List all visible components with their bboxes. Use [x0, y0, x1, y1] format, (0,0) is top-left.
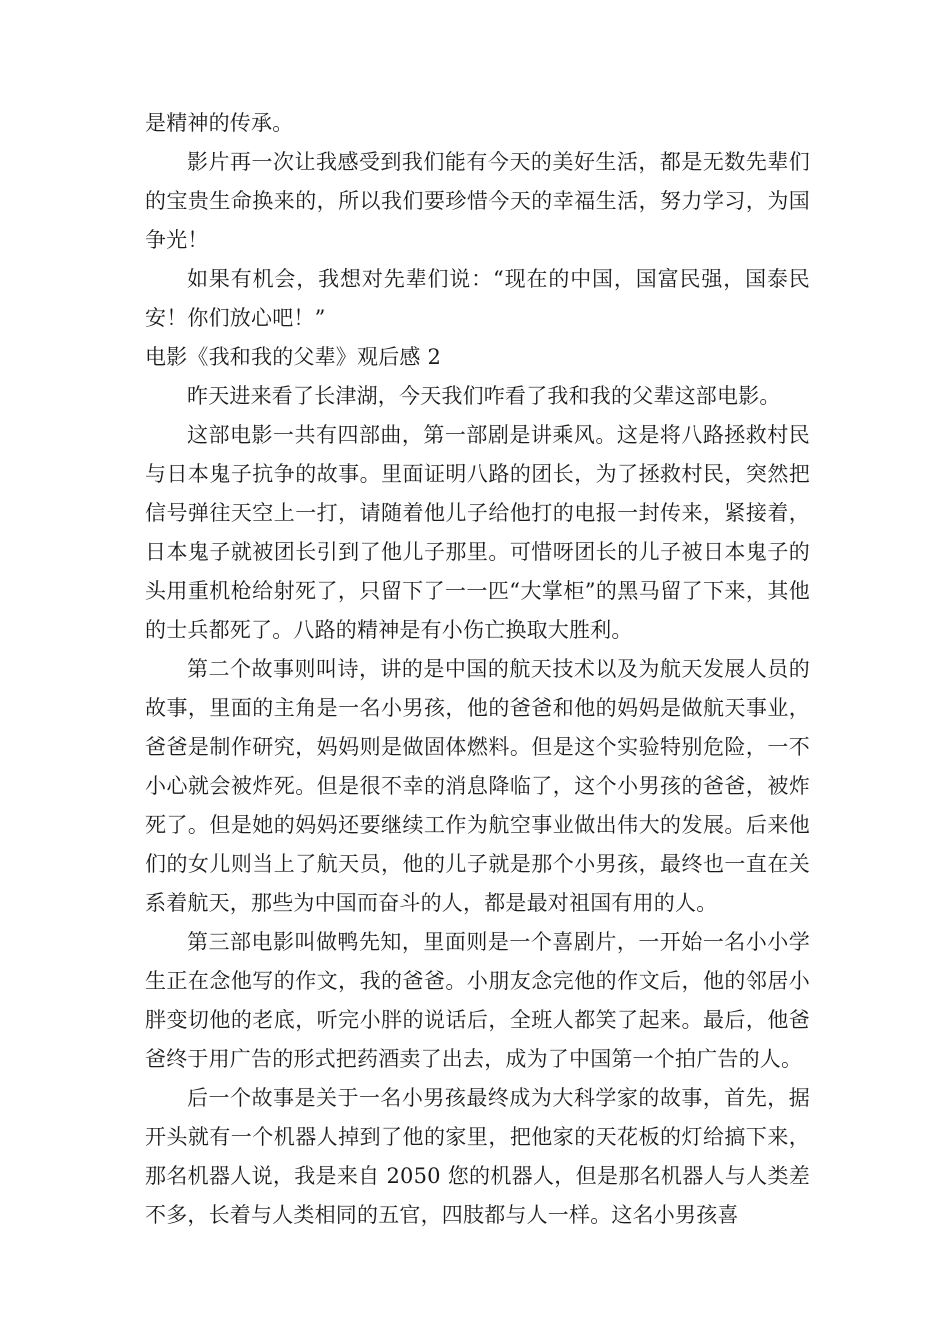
section-title: 电影《我和我的父辈》观后感 2 [145, 345, 442, 369]
document-body [145, 104, 810, 1235]
paragraph-intro: 昨天进来看了长津湖，今天我们咋看了我和我的父辈这部电影。 [187, 384, 781, 408]
paragraph-story-two: 第二个故事则叫诗，讲的是中国的航天技术以及为航天发展人员的故事，里面的主角是一名小男孩，他的爸爸和他的妈妈是做航天事业，爸爸是制作研究，妈妈则是做固体燃料。但是这个实验特别危险，一不小心就会被炸死。但是很不幸的消息降临了，这个小男孩的爸爸，被炸死了。但是她的妈妈还要继续工作为航空事业做出伟大的发展。后来他们的女儿则当上了航天员，他的儿子就是那个小男孩，最终也一直在关系着航天，那些为中国而奋斗的人，都是最对祖国有用的人。 [145, 657, 810, 915]
paragraph-reflection: 影片再一次让我感受到我们能有今天的美好生活，都是无数先辈们的宝贵生命换来的，所以我们要珍惜今天的幸福生活，努力学习，为国争光！ [145, 150, 810, 252]
paragraph-continuation: 是精神的传承。 [145, 111, 294, 135]
paragraph-story-four: 后一个故事是关于一名小男孩最终成为大科学家的故事，首先，据开头就有一个机器人掉到了他的家里，把他家的天花板的灯给搞下来，那名机器人说，我是来自 2050 您的机器人，但是那名机器人与人类差不多，长着与人类相同的五官，四肢都与人一样。这名小男孩喜 [145, 1086, 810, 1227]
paragraph-message-to-elders: 如果有机会，我想对先辈们说：“现在的中国，国富民强，国泰民安！你们放心吧！” [145, 267, 810, 330]
paragraph-story-three: 第三部电影叫做鸭先知，里面则是一个喜剧片，一开始一名小小学生正在念他写的作文，我的爸爸。小朋友念完他的作文后，他的邻居小胖变切他的老底，听完小胖的说话后，全班人都笑了起来。最后，他爸爸终于用广告的形式把药酒卖了出去，成为了中国第一个拍广告的人。 [145, 930, 810, 1071]
paragraph-story-one: 这部电影一共有四部曲，第一部剧是讲乘风。这是将八路拯救村民与日本鬼子抗争的故事。里面证明八路的团长，为了拯救村民，突然把信号弹往天空上一打，请随着他儿子给他打的电报一封传来，紧接着，日本鬼子就被团长引到了他儿子那里。可惜呀团长的儿子被日本鬼子的头用重机枪给射死了，只留下了一一匹“大掌柜”的黑马留了下来，其他的士兵都死了。八路的精神是有小伤亡换取大胜利。 [145, 423, 810, 642]
